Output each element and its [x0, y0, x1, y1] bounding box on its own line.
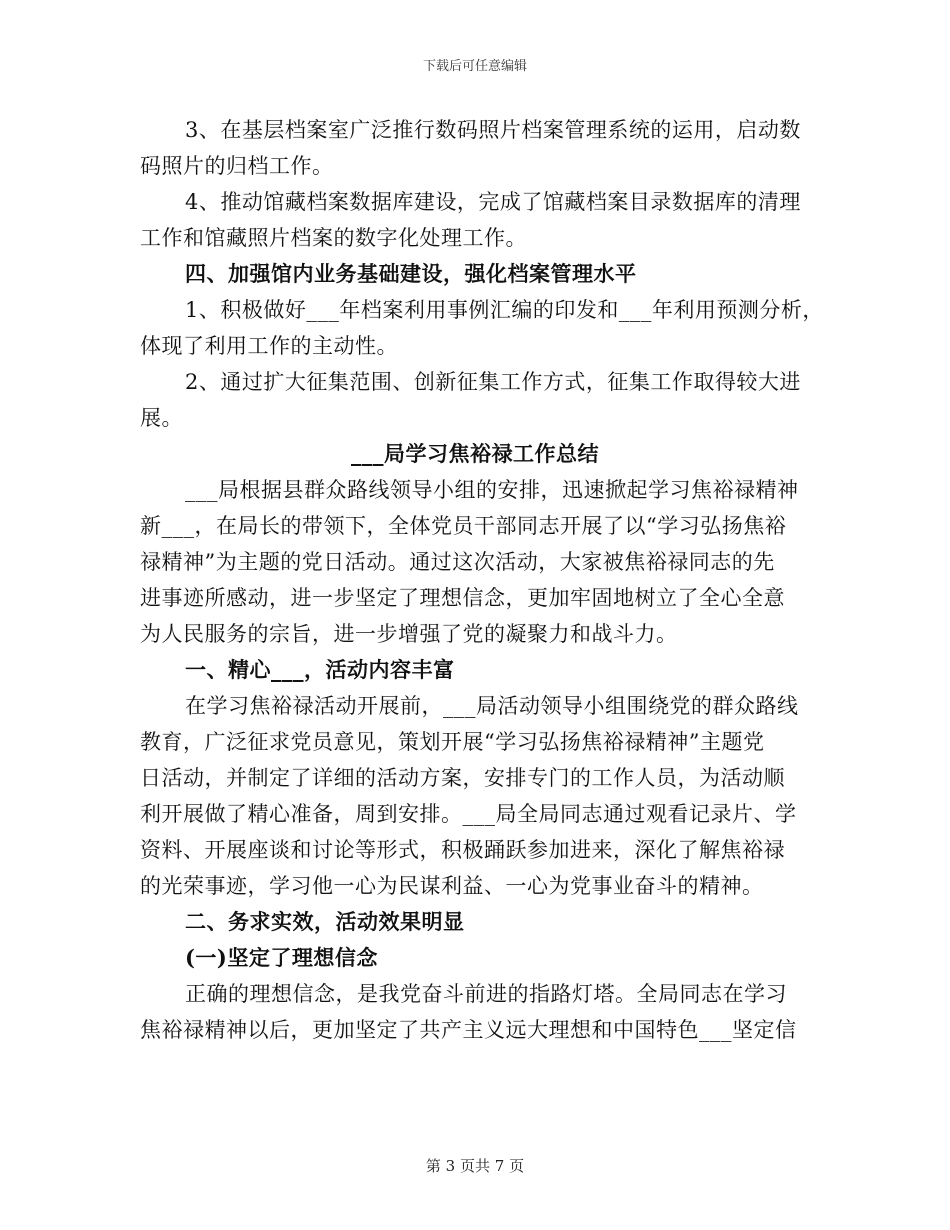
paragraph-line: 为人民服务的宗旨，进一步增强了党的凝聚力和战斗力。 — [140, 622, 678, 646]
paragraph-line: 在学习焦裕禄活动开展前，___局活动领导小组围绕党的群众路线 — [185, 694, 799, 718]
paragraph-line: 2、通过扩大征集范围、创新征集工作方式，征集工作取得较大进 — [185, 370, 801, 394]
paragraph-line: 体现了利用工作的主动性。 — [140, 334, 398, 358]
page-header: 下载后可任意编辑 — [422, 59, 527, 74]
section-heading: 一、精心___，活动内容丰富 — [185, 657, 455, 682]
paragraph-line: 码照片的归档工作。 — [140, 154, 334, 178]
paragraph-line: 3、在基层档案室广泛推行数码照片档案管理系统的运用，启动数 — [185, 118, 801, 142]
paragraph-line: 教育，广泛征求党员意见，策划开展“学习弘扬焦裕禄精神”主题党 — [140, 730, 765, 754]
paragraph-line: 进事迹所感动，进一步坚定了理想信念，更加牢固地树立了全心全意 — [140, 586, 785, 610]
paragraph-line: 展。 — [140, 406, 183, 430]
paragraph-line: 资料、开展座谈和讨论等形式，积极踊跃参加进来，深化了解焦裕禄 — [140, 838, 785, 862]
paragraph-line: ___局根据县群众路线领导小组的安排，迅速掀起学习焦裕禄精神 — [185, 478, 799, 502]
paragraph-line: 焦裕禄精神以后，更加坚定了共产主义远大理想和中国特色___坚定信 — [140, 1018, 797, 1042]
paragraph-line: 1、积极做好___年档案利用事例汇编的印发和___年利用预测分析， — [185, 298, 824, 322]
section-heading: 二、务求实效，活动效果明显 — [185, 909, 465, 934]
paragraph-line: 4、推动馆藏档案数据库建设，完成了馆藏档案目录数据库的清理 — [185, 190, 801, 214]
subsection-heading: (一)坚定了理想信念 — [185, 945, 378, 970]
paragraph-line: 禄精神”为主题的党日活动。通过这次活动，大家被焦裕禄同志的先 — [140, 550, 775, 574]
document-body — [140, 112, 824, 1048]
paragraph-line: 新___，在局长的带领下，全体党员干部同志开展了以“学习弘扬焦裕 — [140, 514, 787, 538]
paragraph-line: 日活动，并制定了详细的活动方案，安排专门的工作人员，为活动顺 — [140, 766, 785, 790]
page-footer: 第 3 页共 7 页 — [425, 1157, 525, 1175]
paragraph-line: 工作和馆藏照片档案的数字化处理工作。 — [140, 226, 527, 250]
document-title: ___局学习焦裕禄工作总结 — [351, 441, 599, 466]
paragraph-line: 利开展做了精心准备，周到安排。___局全局同志通过观看记录片、学 — [140, 802, 797, 826]
section-heading: 四、加强馆内业务基础建设，强化档案管理水平 — [185, 261, 637, 286]
paragraph-line: 正确的理想信念，是我党奋斗前进的指路灯塔。全局同志在学习 — [185, 982, 787, 1006]
paragraph-line: 的光荣事迹，学习他一心为民谋利益、一心为党事业奋斗的精神。 — [140, 874, 764, 898]
